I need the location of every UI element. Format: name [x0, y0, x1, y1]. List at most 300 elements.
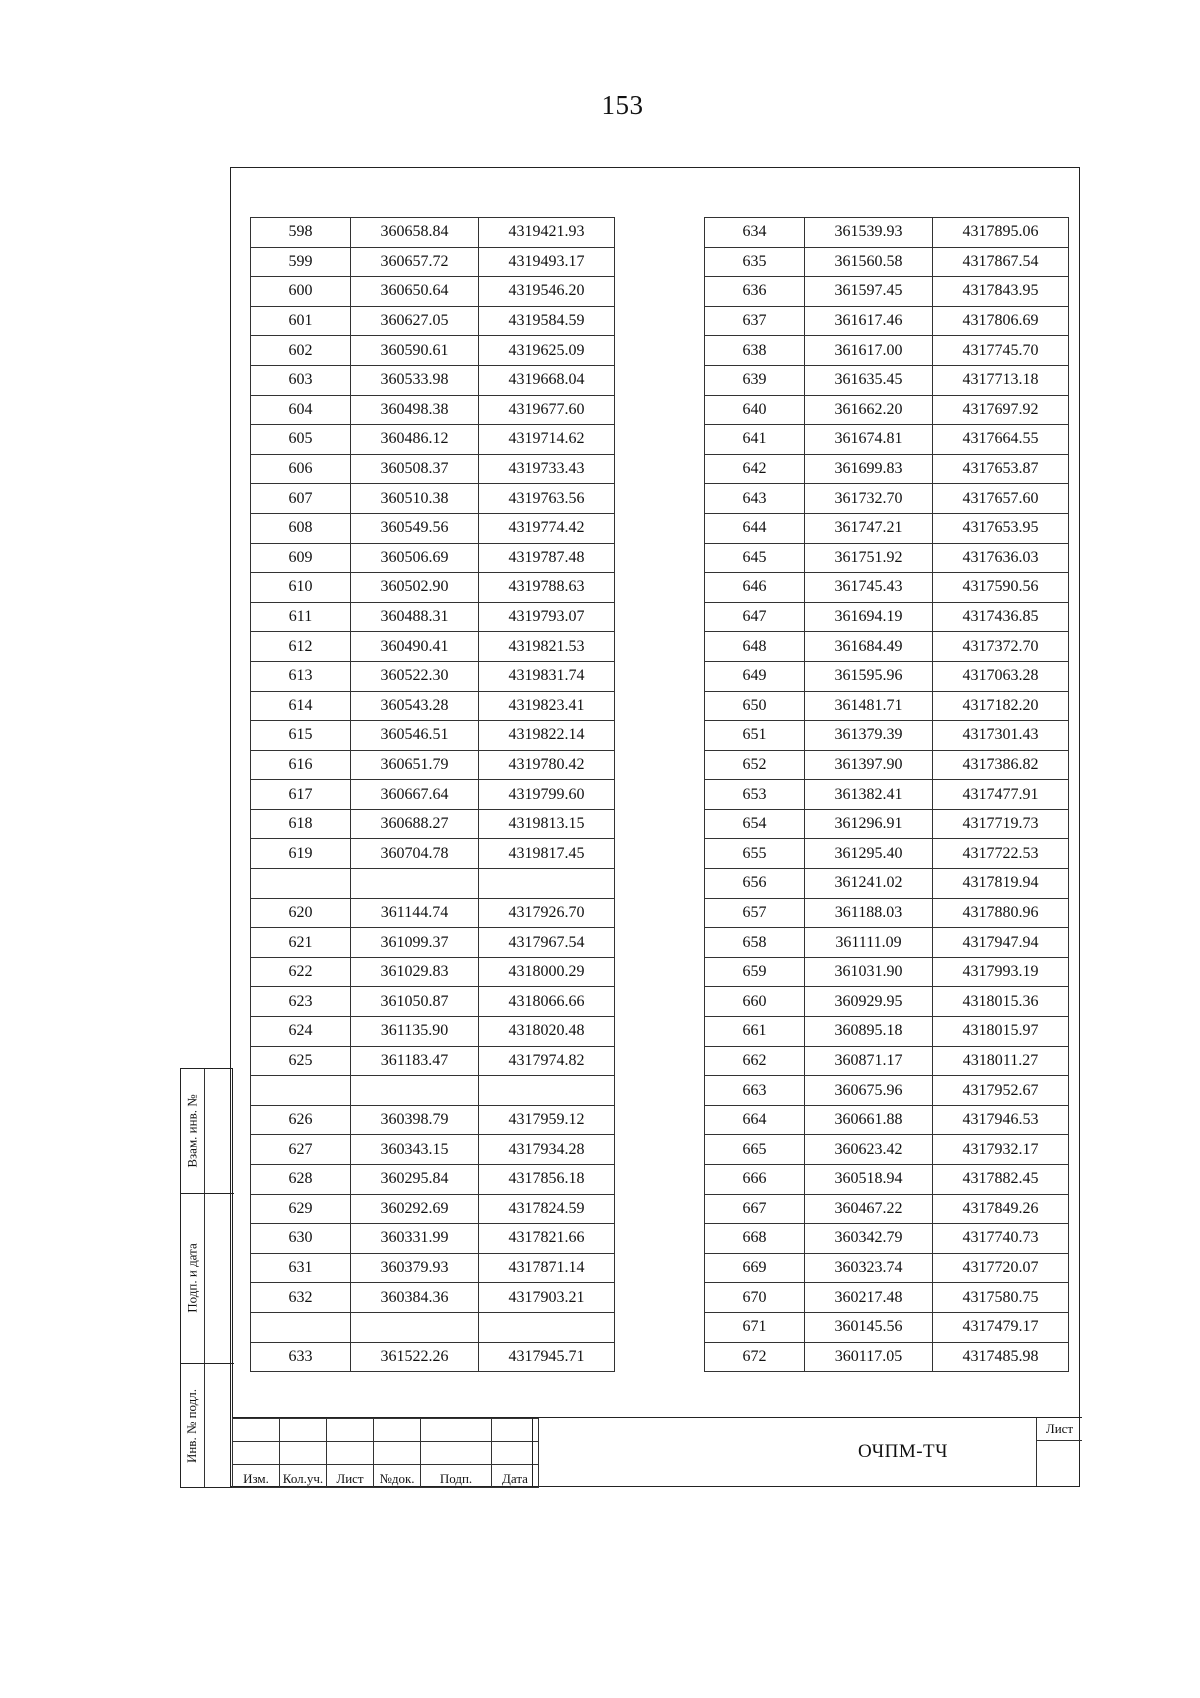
coord-y: 4317946.53	[933, 1105, 1069, 1135]
coord-y: 4317720.07	[933, 1253, 1069, 1283]
point-number: 652	[705, 750, 805, 780]
coord-y: 4317959.12	[479, 1105, 615, 1135]
point-number: 616	[251, 750, 351, 780]
coord-y: 4319823.41	[479, 691, 615, 721]
coord-x: 361241.02	[805, 869, 933, 899]
point-number: 608	[251, 513, 351, 543]
coordinates-table-right	[704, 217, 1069, 1372]
table-row	[705, 1165, 1069, 1195]
table-row	[251, 365, 615, 395]
coord-y: 4317301.43	[933, 721, 1069, 751]
point-number: 644	[705, 513, 805, 543]
point-number: 618	[251, 809, 351, 839]
point-number: 664	[705, 1105, 805, 1135]
coord-x: 361699.83	[805, 454, 933, 484]
coord-x	[351, 869, 479, 899]
coord-y: 4317867.54	[933, 247, 1069, 277]
table-row	[705, 1224, 1069, 1254]
revision-grid	[232, 1418, 539, 1488]
table-row	[705, 365, 1069, 395]
point-number: 603	[251, 365, 351, 395]
coord-y: 4319780.42	[479, 750, 615, 780]
table-row	[251, 1046, 615, 1076]
document-code: ОЧПМ-ТЧ	[532, 1418, 1200, 1486]
coord-x: 360488.31	[351, 602, 479, 632]
table-row	[705, 898, 1069, 928]
point-number: 629	[251, 1194, 351, 1224]
coord-x: 361050.87	[351, 987, 479, 1017]
point-number: 626	[251, 1105, 351, 1135]
table-row	[251, 1076, 615, 1106]
coord-x: 360675.96	[805, 1076, 933, 1106]
table-row	[705, 987, 1069, 1017]
point-number: 672	[705, 1342, 805, 1372]
coord-x: 360506.69	[351, 543, 479, 573]
point-number: 609	[251, 543, 351, 573]
table-row	[705, 1017, 1069, 1047]
point-number: 646	[705, 573, 805, 603]
point-number: 631	[251, 1253, 351, 1283]
point-number: 649	[705, 661, 805, 691]
col-podp: Подп.	[421, 1465, 492, 1488]
table-row	[251, 898, 615, 928]
table-row	[251, 1017, 615, 1047]
sheet-box	[1036, 1418, 1082, 1486]
coord-y: 4317882.45	[933, 1165, 1069, 1195]
coord-y: 4318015.36	[933, 987, 1069, 1017]
coord-x: 360379.93	[351, 1253, 479, 1283]
coord-y: 4319793.07	[479, 602, 615, 632]
table-row	[251, 809, 615, 839]
point-number: 670	[705, 1283, 805, 1313]
point-number: 637	[705, 306, 805, 336]
coord-y: 4319584.59	[479, 306, 615, 336]
coord-y: 4317182.20	[933, 691, 1069, 721]
table-row	[251, 573, 615, 603]
point-number: 654	[705, 809, 805, 839]
point-number	[251, 869, 351, 899]
point-number: 605	[251, 425, 351, 455]
table-row	[705, 247, 1069, 277]
point-number	[251, 1076, 351, 1106]
point-number: 632	[251, 1283, 351, 1313]
coord-y: 4317945.71	[479, 1342, 615, 1372]
table-row	[251, 928, 615, 958]
coord-y: 4318011.27	[933, 1046, 1069, 1076]
coord-y: 4317974.82	[479, 1046, 615, 1076]
table-row	[251, 869, 615, 899]
coord-y: 4319813.15	[479, 809, 615, 839]
table-row	[705, 1253, 1069, 1283]
coord-y: 4317590.56	[933, 573, 1069, 603]
coord-x: 360623.42	[805, 1135, 933, 1165]
coord-x: 360590.61	[351, 336, 479, 366]
coord-x: 360657.72	[351, 247, 479, 277]
coord-y: 4318020.48	[479, 1017, 615, 1047]
table-row	[705, 1135, 1069, 1165]
coord-y: 4317719.73	[933, 809, 1069, 839]
coord-y: 4317664.55	[933, 425, 1069, 455]
col-ndok: №док.	[374, 1465, 421, 1488]
coord-x: 361635.45	[805, 365, 933, 395]
side-label-podp-data: Подп. и дата	[184, 1243, 200, 1313]
table-row	[251, 1224, 615, 1254]
point-number: 613	[251, 661, 351, 691]
coord-y: 4317697.92	[933, 395, 1069, 425]
coord-x: 360895.18	[805, 1017, 933, 1047]
coord-x: 360498.38	[351, 395, 479, 425]
point-number: 668	[705, 1224, 805, 1254]
point-number: 620	[251, 898, 351, 928]
table-row	[705, 780, 1069, 810]
point-number: 641	[705, 425, 805, 455]
point-number: 623	[251, 987, 351, 1017]
point-number: 611	[251, 602, 351, 632]
coord-x: 360661.88	[805, 1105, 933, 1135]
point-number: 612	[251, 632, 351, 662]
table-row	[705, 573, 1069, 603]
coord-x	[351, 1076, 479, 1106]
coord-y: 4317657.60	[933, 484, 1069, 514]
coord-x: 361595.96	[805, 661, 933, 691]
point-number: 640	[705, 395, 805, 425]
table-row	[251, 218, 615, 248]
table-row	[705, 602, 1069, 632]
point-number: 607	[251, 484, 351, 514]
coord-x: 360549.56	[351, 513, 479, 543]
coord-x: 360543.28	[351, 691, 479, 721]
coord-x: 360533.98	[351, 365, 479, 395]
coord-y: 4319831.74	[479, 661, 615, 691]
point-number: 656	[705, 869, 805, 899]
point-number: 625	[251, 1046, 351, 1076]
coord-y: 4319774.42	[479, 513, 615, 543]
table-row	[705, 750, 1069, 780]
point-number: 651	[705, 721, 805, 751]
point-number: 604	[251, 395, 351, 425]
point-number: 606	[251, 454, 351, 484]
coord-x: 360518.94	[805, 1165, 933, 1195]
coord-x: 361662.20	[805, 395, 933, 425]
coord-y: 4317856.18	[479, 1165, 615, 1195]
point-number: 655	[705, 839, 805, 869]
coord-x: 361099.37	[351, 928, 479, 958]
point-number: 643	[705, 484, 805, 514]
coord-y: 4318000.29	[479, 957, 615, 987]
table-row	[251, 1312, 615, 1342]
point-number: 627	[251, 1135, 351, 1165]
coord-x: 360502.90	[351, 573, 479, 603]
table-row	[705, 1076, 1069, 1106]
coord-y: 4317386.82	[933, 750, 1069, 780]
coord-x: 360343.15	[351, 1135, 479, 1165]
coord-y: 4319493.17	[479, 247, 615, 277]
coord-y: 4317740.73	[933, 1224, 1069, 1254]
coord-y: 4319625.09	[479, 336, 615, 366]
coord-y: 4318066.66	[479, 987, 615, 1017]
coord-x: 361617.46	[805, 306, 933, 336]
coord-y	[479, 869, 615, 899]
coord-x: 361732.70	[805, 484, 933, 514]
coord-x: 361674.81	[805, 425, 933, 455]
coord-y: 4317636.03	[933, 543, 1069, 573]
point-number: 666	[705, 1165, 805, 1195]
point-number	[251, 1312, 351, 1342]
coord-x	[351, 1312, 479, 1342]
table-row	[251, 336, 615, 366]
coord-y: 4319817.45	[479, 839, 615, 869]
point-number: 600	[251, 277, 351, 307]
point-number: 638	[705, 336, 805, 366]
coord-x: 361111.09	[805, 928, 933, 958]
table-row	[251, 395, 615, 425]
coord-x: 360688.27	[351, 809, 479, 839]
table-row	[251, 661, 615, 691]
coord-x: 361597.45	[805, 277, 933, 307]
coord-y: 4317580.75	[933, 1283, 1069, 1313]
point-number: 610	[251, 573, 351, 603]
coord-y: 4317653.95	[933, 513, 1069, 543]
coord-y: 4319787.48	[479, 543, 615, 573]
table-row	[251, 513, 615, 543]
coord-y: 4318015.97	[933, 1017, 1069, 1047]
table-row	[251, 691, 615, 721]
coord-y: 4317952.67	[933, 1076, 1069, 1106]
point-number: 671	[705, 1312, 805, 1342]
coord-x: 360295.84	[351, 1165, 479, 1195]
point-number: 659	[705, 957, 805, 987]
coord-x: 361539.93	[805, 218, 933, 248]
point-number: 639	[705, 365, 805, 395]
point-number: 598	[251, 218, 351, 248]
coord-x: 360342.79	[805, 1224, 933, 1254]
table-row	[251, 780, 615, 810]
point-number: 662	[705, 1046, 805, 1076]
col-list: Лист	[327, 1465, 374, 1488]
coord-x: 361029.83	[351, 957, 479, 987]
table-row	[251, 1105, 615, 1135]
point-number: 667	[705, 1194, 805, 1224]
coord-x: 361135.90	[351, 1017, 479, 1047]
coord-y: 4317821.66	[479, 1224, 615, 1254]
coord-x: 360145.56	[805, 1312, 933, 1342]
coord-y: 4317063.28	[933, 661, 1069, 691]
coord-x: 361617.00	[805, 336, 933, 366]
col-izm: Изм.	[233, 1465, 280, 1488]
coord-y: 4317745.70	[933, 336, 1069, 366]
coord-x: 360467.22	[805, 1194, 933, 1224]
table-row	[705, 928, 1069, 958]
coord-y: 4317934.28	[479, 1135, 615, 1165]
coord-y: 4317477.91	[933, 780, 1069, 810]
table-row	[705, 661, 1069, 691]
coord-x: 361379.39	[805, 721, 933, 751]
table-row	[705, 721, 1069, 751]
point-number: 628	[251, 1165, 351, 1195]
table-row	[705, 1046, 1069, 1076]
side-label-inv-podl: Инв. № подл.	[184, 1388, 200, 1464]
point-number: 635	[705, 247, 805, 277]
side-strip-divider	[204, 1069, 205, 1487]
coord-y: 4317806.69	[933, 306, 1069, 336]
coord-y: 4319822.14	[479, 721, 615, 751]
coord-y: 4317819.94	[933, 869, 1069, 899]
table-row	[251, 247, 615, 277]
table-row	[705, 306, 1069, 336]
coord-y: 4319668.04	[479, 365, 615, 395]
col-data: Дата	[492, 1465, 539, 1488]
coord-x: 361296.91	[805, 809, 933, 839]
point-number: 602	[251, 336, 351, 366]
coord-x: 361031.90	[805, 957, 933, 987]
coord-y: 4317895.06	[933, 218, 1069, 248]
coord-x: 360486.12	[351, 425, 479, 455]
coord-x: 360510.38	[351, 484, 479, 514]
col-kol-uch: Кол.уч.	[280, 1465, 327, 1488]
table-row	[251, 1253, 615, 1283]
coord-y: 4317880.96	[933, 898, 1069, 928]
coord-x: 360650.64	[351, 277, 479, 307]
coord-y: 4317926.70	[479, 898, 615, 928]
coord-x: 361397.90	[805, 750, 933, 780]
point-number: 669	[705, 1253, 805, 1283]
table-row	[705, 632, 1069, 662]
coord-y: 4317903.21	[479, 1283, 615, 1313]
table-row	[705, 277, 1069, 307]
coord-y: 4317372.70	[933, 632, 1069, 662]
coord-x: 360522.30	[351, 661, 479, 691]
table-row	[705, 454, 1069, 484]
table-row	[251, 306, 615, 336]
point-number: 657	[705, 898, 805, 928]
coord-x: 360331.99	[351, 1224, 479, 1254]
table-row	[705, 484, 1069, 514]
point-number: 630	[251, 1224, 351, 1254]
coord-x: 361694.19	[805, 602, 933, 632]
coord-x: 360398.79	[351, 1105, 479, 1135]
point-number: 614	[251, 691, 351, 721]
point-number: 658	[705, 928, 805, 958]
point-number: 615	[251, 721, 351, 751]
point-number: 642	[705, 454, 805, 484]
coord-x: 361560.58	[805, 247, 933, 277]
table-row	[251, 543, 615, 573]
table-row	[251, 1283, 615, 1313]
point-number: 665	[705, 1135, 805, 1165]
point-number: 650	[705, 691, 805, 721]
coord-y: 4317871.14	[479, 1253, 615, 1283]
point-number: 601	[251, 306, 351, 336]
point-number: 653	[705, 780, 805, 810]
coord-x: 361747.21	[805, 513, 933, 543]
coord-y: 4319733.43	[479, 454, 615, 484]
coord-y: 4319546.20	[479, 277, 615, 307]
coord-y: 4317713.18	[933, 365, 1069, 395]
point-number: 633	[251, 1342, 351, 1372]
coord-y: 4317947.94	[933, 928, 1069, 958]
point-number: 645	[705, 543, 805, 573]
table-row	[251, 602, 615, 632]
point-number: 660	[705, 987, 805, 1017]
table-row	[251, 1135, 615, 1165]
point-number: 663	[705, 1076, 805, 1106]
table-row	[251, 839, 615, 869]
coord-x: 361522.26	[351, 1342, 479, 1372]
coord-y: 4317993.19	[933, 957, 1069, 987]
page-number: 153	[601, 90, 644, 120]
coord-x: 360323.74	[805, 1253, 933, 1283]
table-row	[705, 513, 1069, 543]
sheet-label: Лист	[1037, 1418, 1082, 1441]
coord-x: 361295.40	[805, 839, 933, 869]
point-number: 624	[251, 1017, 351, 1047]
coord-y: 4317653.87	[933, 454, 1069, 484]
coord-y: 4319788.63	[479, 573, 615, 603]
point-number: 617	[251, 780, 351, 810]
coord-y: 4317479.17	[933, 1312, 1069, 1342]
coord-x: 361751.92	[805, 543, 933, 573]
table-row	[705, 1105, 1069, 1135]
table-row	[705, 1194, 1069, 1224]
table-row	[251, 454, 615, 484]
coord-x: 361684.49	[805, 632, 933, 662]
coord-x: 361144.74	[351, 898, 479, 928]
coord-x: 361745.43	[805, 573, 933, 603]
coord-x: 360651.79	[351, 750, 479, 780]
table-row	[705, 839, 1069, 869]
table-row	[705, 809, 1069, 839]
table-row	[705, 336, 1069, 366]
coord-x: 361481.71	[805, 691, 933, 721]
table-row	[705, 543, 1069, 573]
table-row	[251, 632, 615, 662]
coord-y: 4319799.60	[479, 780, 615, 810]
table-row	[251, 987, 615, 1017]
coord-x: 360929.95	[805, 987, 933, 1017]
table-row	[705, 957, 1069, 987]
coord-y: 4319821.53	[479, 632, 615, 662]
table-row	[705, 425, 1069, 455]
table-row	[705, 218, 1069, 248]
point-number: 622	[251, 957, 351, 987]
coord-x: 360292.69	[351, 1194, 479, 1224]
side-stamp-strip	[180, 1068, 233, 1488]
table-row	[251, 957, 615, 987]
coord-x: 360704.78	[351, 839, 479, 869]
coord-x: 361183.47	[351, 1046, 479, 1076]
coord-y: 4319677.60	[479, 395, 615, 425]
table-row	[705, 1283, 1069, 1313]
coord-x: 360871.17	[805, 1046, 933, 1076]
side-label-vzam: Взам. инв. №	[184, 1094, 200, 1168]
point-number: 661	[705, 1017, 805, 1047]
table-row	[705, 1312, 1069, 1342]
point-number: 621	[251, 928, 351, 958]
coord-y: 4317843.95	[933, 277, 1069, 307]
coord-y: 4317967.54	[479, 928, 615, 958]
coord-x: 360490.41	[351, 632, 479, 662]
point-number: 619	[251, 839, 351, 869]
coord-y: 4317849.26	[933, 1194, 1069, 1224]
coordinates-table-left	[250, 217, 615, 1372]
coord-y: 4319714.62	[479, 425, 615, 455]
point-number: 648	[705, 632, 805, 662]
coord-x: 360217.48	[805, 1283, 933, 1313]
coord-x: 360658.84	[351, 218, 479, 248]
coord-y: 4317722.53	[933, 839, 1069, 869]
point-number: 634	[705, 218, 805, 248]
coord-y	[479, 1312, 615, 1342]
